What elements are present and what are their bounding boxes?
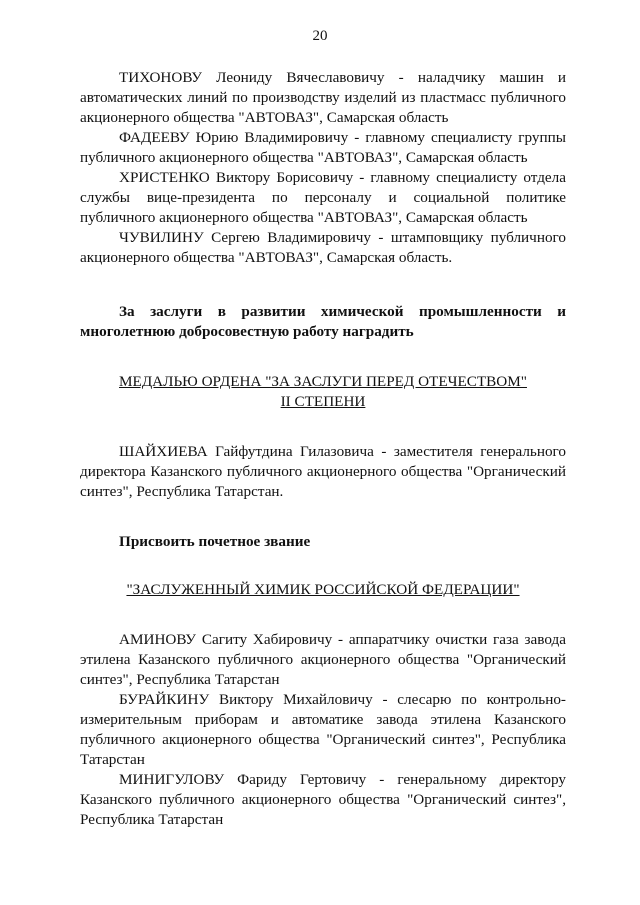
awardee-entry-khristenko: ХРИСТЕНКО Виктору Борисовичу - главному специалисту отдела службы вице-президента по персоналу и социальной политике публичного акционерного общества "АВТОВАЗ", Самарская область <box>80 169 566 226</box>
awardee-entry-buraykin: БУРАЙКИНУ Виктору Михайловичу - слесарю по контрольно-измерительным приборам и автоматике завода этилена Казанского публичного акционерного общества "Органический синтез", Республика Татарстан <box>80 691 566 768</box>
decree-award-text: За заслуги в развитии химической промышленности и многолетнюю добросовестную работу наградить <box>80 303 566 340</box>
awardee-entry-shaykhiev: ШАЙХИЕВА Гайфутдина Гилазовича - заместителя генерального директора Казанского публичного акционерного общества "Органический синтез", Республика Татарстан. <box>80 443 566 500</box>
award-title-line-2: II СТЕПЕНИ <box>280 393 366 410</box>
page-number: 20 <box>312 28 328 44</box>
awardee-entry-chuvilin: ЧУВИЛИНУ Сергею Владимировичу - штамповщику публичного акционерного общества "АВТОВАЗ", Самарская область. <box>80 229 566 266</box>
honorary-title-name: "ЗАСЛУЖЕННЫЙ ХИМИК РОССИЙСКОЙ ФЕДЕРАЦИИ" <box>126 581 520 598</box>
award-title-line-1: МЕДАЛЬЮ ОРДЕНА "ЗА ЗАСЛУГИ ПЕРЕД ОТЕЧЕСТВОМ" <box>119 373 527 390</box>
document-content <box>80 68 566 830</box>
awardee-entry-tikhonov: ТИХОНОВУ Леониду Вячеславовичу - наладчику машин и автоматических линий по производству изделий из пластмасс публичного акционерного общества "АВТОВАЗ", Самарская область <box>80 69 566 126</box>
awardee-entry-aminov: АМИНОВУ Сагиту Хабировичу - аппаратчику очистки газа завода этилена Казанского публичного акционерного общества "Органический синтез", Республика Татарстан <box>80 631 566 688</box>
awardee-entry-fadeev: ФАДЕЕВУ Юрию Владимировичу - главному специалисту группы публичного акционерного общества "АВТОВАЗ", Самарская область <box>80 129 566 166</box>
awardee-list-chemists <box>80 630 566 830</box>
decree-honorary-title-text: Присвоить почетное звание <box>119 533 311 550</box>
awardee-entry-minigulov: МИНИГУЛОВУ Фариду Гертовичу - генеральному директору Казанского публичного акционерного общества "Органический синтез", Республика Татарстан <box>80 771 566 828</box>
awardee-list-autovaz <box>80 68 566 268</box>
